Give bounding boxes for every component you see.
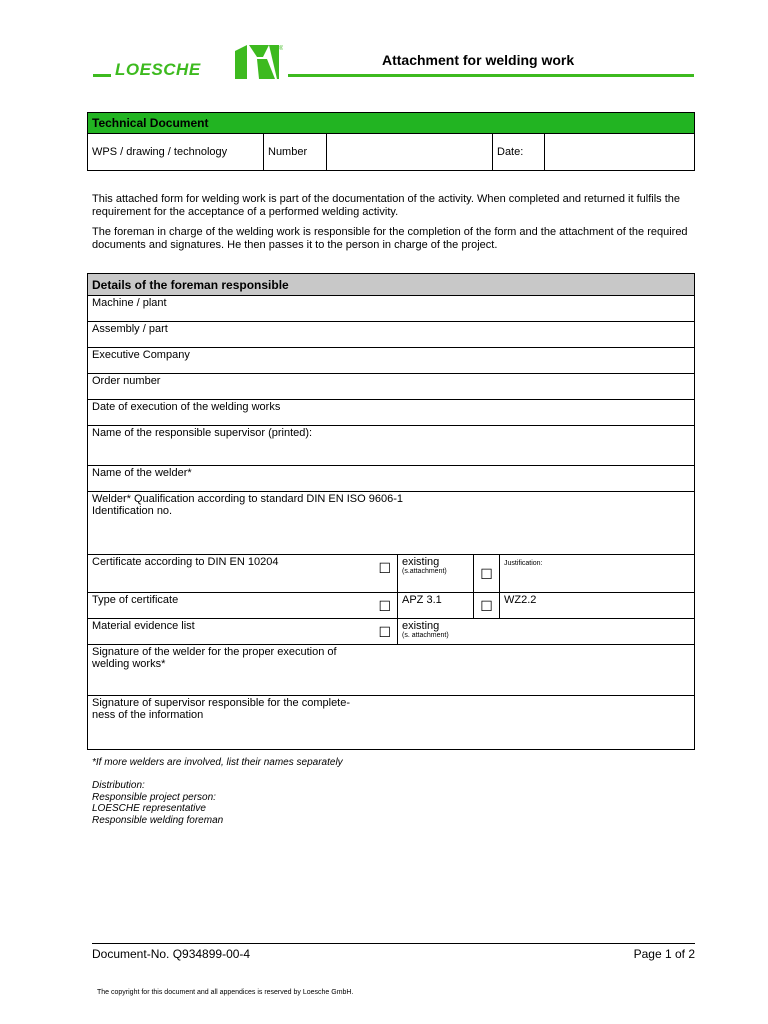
copyright-notice: The copyright for this document and all appendices is reserved by Loesche GmbH. [97,989,354,996]
distribution-item-1: Responsible project person: [92,791,216,803]
justification-field[interactable] [500,555,695,593]
apz-cell [398,593,474,619]
wz-cell [500,593,695,619]
material-existing-checkbox[interactable]: ☐ [378,624,391,640]
justification-checkbox-cell [474,555,500,593]
justification-checkbox[interactable]: ☐ [480,565,493,582]
existing-label: existing [402,556,440,568]
apz-label: APZ 3.1 [402,594,442,606]
order-number-label: Order number [92,375,161,387]
certificate-cell [88,555,398,593]
intro-paragraph-2: The foreman in charge of the welding work is responsible for the completion of the form and the attachment of the required documents and signatures. He then passes it to the person in charge of the project. [92,226,688,251]
intro-paragraph-1: This attached form for welding work is part of the documentation of the activity. When completed and returned it fulfils the requirement for the acceptance of a performed welding activity. [92,193,680,218]
distribution-block [92,780,223,826]
supervisor-name-label: Name of the responsible supervisor (printed): [92,427,313,439]
execution-date-field[interactable] [88,400,695,426]
type-certificate-cell [88,593,398,619]
welder-signature-label-2: welding works* [92,658,166,670]
document-number: Document-No. Q934899-00-4 [92,947,251,961]
foreman-details-table [87,273,695,750]
supervisor-signature-label-2: ness of the information [92,709,204,721]
welders-footnote: *If more welders are involved, list their names separately [92,757,343,768]
type-certificate-label: Type of certificate [92,594,179,606]
welder-signature-field[interactable] [88,645,695,696]
document-title: Attachment for welding work [382,52,575,68]
executive-company-label: Executive Company [92,349,190,361]
material-existing-cell [398,619,695,645]
qualification-label: Welder* Qualification according to standard DIN EN ISO 9606-1 [92,493,404,505]
machine-plant-label: Machine / plant [92,297,167,309]
welder-name-field[interactable] [88,466,695,492]
logo-text: LOESCHE [115,60,201,79]
wz-checkbox-cell [474,593,500,619]
material-existing-label: existing [402,620,440,632]
distribution-title: Distribution: [92,780,145,791]
supervisor-signature-field[interactable] [88,696,695,750]
supervisor-name-field[interactable] [88,426,695,466]
material-evidence-label: Material evidence list [92,620,195,632]
existing-cell [398,555,474,593]
welder-signature-label-1: Signature of the welder for the proper execution of [92,646,337,658]
number-label: Number [264,134,327,171]
wps-label: WPS / drawing / technology [88,134,264,171]
footer-rule [92,943,695,944]
details-heading: Details of the foreman responsible [88,274,695,296]
loesche-logo-icon [233,43,283,81]
date-field[interactable] [545,134,695,171]
executive-company-field[interactable] [88,348,695,374]
wz-checkbox[interactable]: ☐ [480,597,493,614]
assembly-part-field[interactable] [88,322,695,348]
material-evidence-cell [88,619,398,645]
supervisor-signature-label-1: Signature of supervisor responsible for the complete- [92,697,351,709]
machine-plant-field[interactable] [88,296,695,322]
justification-label: Justification: [504,560,543,567]
distribution-item-3: Responsible welding foreman [92,814,224,826]
header-rule [288,74,694,77]
apz-checkbox[interactable]: ☐ [378,598,391,614]
welder-name-label: Name of the welder* [92,467,192,479]
svg-text:®: ® [279,46,283,52]
welder-qualification-field[interactable] [88,492,695,555]
number-field[interactable] [327,134,493,171]
material-attachment-note: (s. attachment) [402,632,449,639]
technical-document-table [87,112,695,171]
logo-accent-line [93,74,111,77]
date-label: Date: [493,134,545,171]
technical-document-heading: Technical Document [88,113,695,134]
assembly-part-label: Assembly / part [92,323,168,335]
distribution-item-2: LOESCHE representative [92,803,206,814]
wz-label: WZ2.2 [504,594,537,606]
attachment-note: (s.attachment) [402,568,447,575]
certificate-existing-checkbox[interactable]: ☐ [378,560,391,576]
certificate-label: Certificate according to DIN EN 10204 [92,556,279,568]
identification-label: Identification no. [92,505,173,517]
order-number-field[interactable] [88,374,695,400]
page-number: Page 1 of 2 [633,947,695,961]
execution-date-label: Date of execution of the welding works [92,401,281,413]
